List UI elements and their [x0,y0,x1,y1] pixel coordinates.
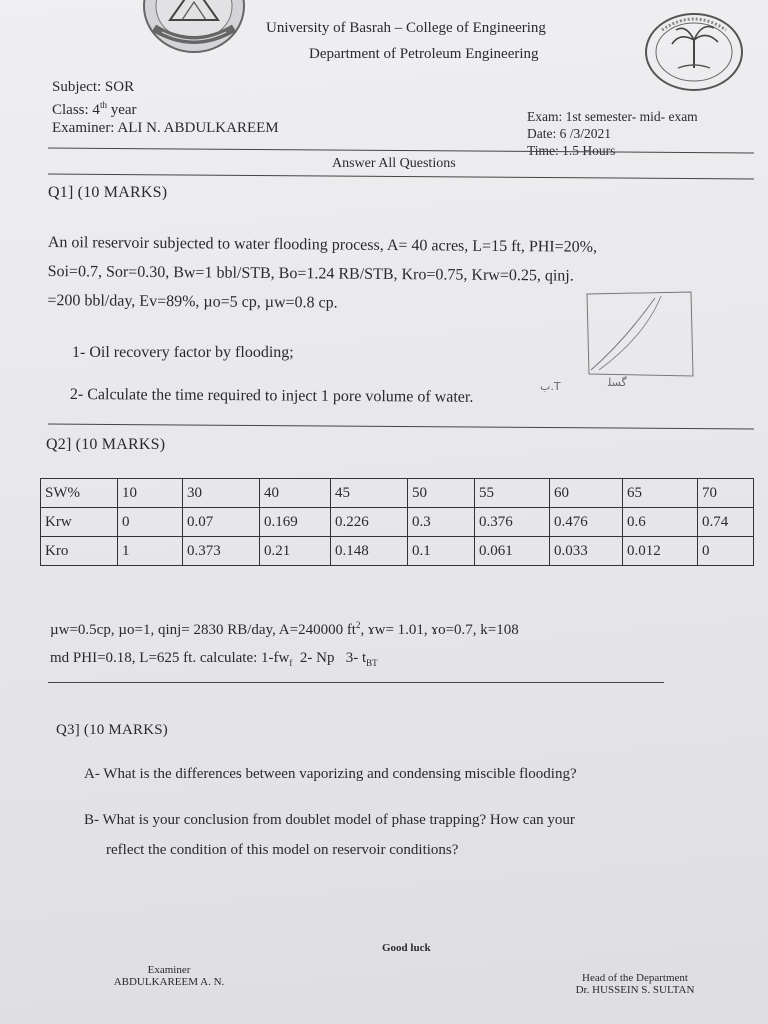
q1-line-1: An oil reservoir subjected to water flooding process, A= 40 acres, L=15 ft, PHI=20%, [47,233,598,256]
examiner-title: Examiner [147,964,191,976]
table-cell: 0.061 [475,537,550,566]
q1-line-3: =200 bbl/day, Ev=89%, µo=5 cp, µw=0.8 cp. [47,291,338,312]
head-name: Dr. HUSSEIN S. SULTAN [575,984,695,996]
table-cell: 10 [118,479,183,508]
table-cell: 70 [698,479,754,508]
college-seal-logo [640,10,748,94]
table-cell: 0 [118,508,183,537]
examiner-name: ABDULKAREEM A. N. [113,976,225,988]
handwritten-note-2: ﮔﺴﻠ [608,376,627,389]
table-row-label: Kro [41,537,118,566]
head-title: Head of the Department [582,972,688,984]
university-seal-logo [140,0,248,56]
q1-rule [48,424,754,430]
q1-line-2: Soi=0.7, Sor=0.30, Bw=1 bbl/STB, Bo=1.24 RB/STB, Kro=0.75, Krw=0.25, qinj. [47,262,574,285]
relative-permeability-table [40,478,754,566]
q1-heading: Q1] (10 MARKS) [48,184,168,201]
table-header-cell: SW% [41,479,118,508]
table-cell: 0.21 [260,537,331,566]
university-name: University of Basrah – College of Engineering [266,20,546,36]
q1-item-2: 2- Calculate the time required to inject 1 pore volume of water. [69,386,474,406]
q3-item-b-line-1: B- What is your conclusion from doublet model of phase trapping? How can your [84,812,575,828]
table-cell: 0.226 [331,508,408,537]
table-cell: 0.169 [260,508,331,537]
department-name: Department of Petroleum Engineering [309,46,539,62]
table-cell: 0.07 [183,508,260,537]
table-row-krw [41,508,754,537]
class-line: Class: 4th year [52,100,137,118]
table-cell: 65 [623,479,698,508]
table-cell: 40 [260,479,331,508]
examiner-signature [104,964,234,988]
table-cell: 50 [408,479,475,508]
q3-item-b-line-2: reflect the condition of this model on reservoir conditions? [106,842,459,858]
q2-params-line-2: md PHI=0.18, L=625 ft. calculate: $1-fw_f$ 2- Np 3- $t_{BT}$ [50,650,378,668]
q3-heading: Q3] (10 MARKS) [56,722,168,738]
instruction-text: Answer All Questions [332,156,456,171]
time-line: Time: 1.5 Hours [527,143,616,158]
table-cell: 0.476 [550,508,623,537]
table-cell: 0.3 [408,508,475,537]
table-cell: 60 [550,479,623,508]
table-cell: 0.373 [183,537,260,566]
good-luck-text: Good luck [382,942,431,954]
subject-line: Subject: SOR [52,79,135,95]
q1-paragraph [47,228,597,320]
date-line: Date: 6 /3/2021 [527,126,611,141]
q2-rule [48,682,664,683]
table-cell: 0.6 [623,508,698,537]
table-cell: 45 [331,479,408,508]
q3-item-a: A- What is the differences between vaporizing and condensing miscible flooding? [84,766,577,782]
q1-item-1: 1- Oil recovery factor by flooding; [72,344,294,361]
table-cell: 1 [118,537,183,566]
q2-params-line-1: µw=0.5cp, µo=1, qinj= 2830 RB/day, A=240000 $ft^2$, ɤw= 1.01, ɤo=0.7, k=108 [50,620,519,638]
table-cell: 0.1 [408,537,475,566]
table-row-sw [41,479,754,508]
table-cell: 55 [475,479,550,508]
table-cell: 0.74 [698,508,754,537]
table-cell: 0.376 [475,508,550,537]
examiner-line: Examiner: ALI N. ABDULKAREEM [52,120,279,136]
table-row-label: Krw [41,508,118,537]
exam-meta-left [52,78,279,137]
table-cell: 0.033 [550,537,623,566]
handdrawn-sketch [585,290,695,378]
exam-line: Exam: 1st semester- mid- exam [527,109,698,124]
table-row-kro [41,537,754,566]
table-cell: 0.148 [331,537,408,566]
table-cell: 0 [698,537,754,566]
q2-heading: Q2] (10 MARKS) [46,436,166,453]
table-cell: 30 [183,479,260,508]
table-cell: 0.012 [623,537,698,566]
handwritten-note-1: ب.T [540,380,561,393]
head-signature [560,972,710,996]
header-rule-bottom [48,174,754,180]
